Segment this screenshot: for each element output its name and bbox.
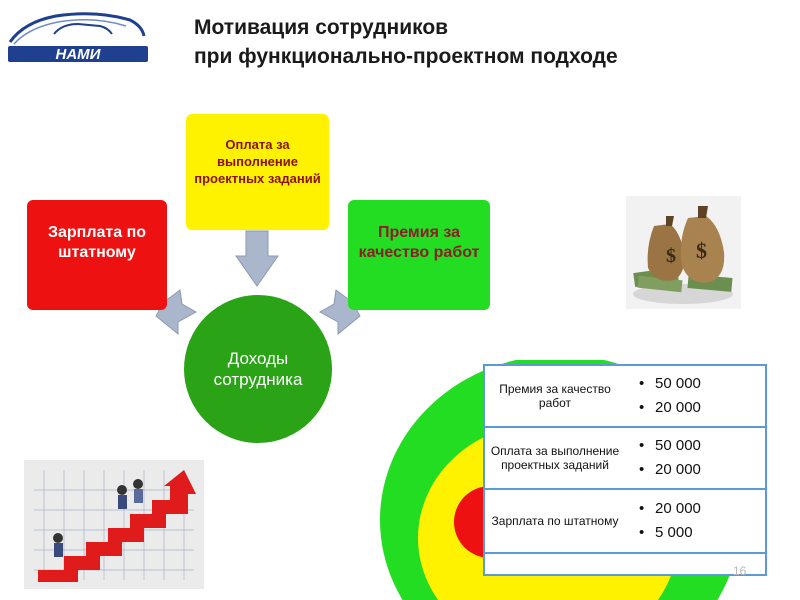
- salary-box: [27, 200, 167, 310]
- value-item: • 20 000: [639, 458, 765, 482]
- employee-income-label: Доходы сотрудника: [213, 349, 303, 389]
- quality-bonus-label: Премия за качество работ: [358, 224, 480, 261]
- arrow-down: [236, 231, 278, 286]
- row-values: [625, 428, 765, 488]
- table-row: [485, 488, 765, 552]
- value-item: • 50 000: [639, 372, 765, 396]
- project-payment-box: [186, 114, 329, 230]
- table-row-empty: [485, 552, 765, 576]
- career-stairs-image: [24, 460, 204, 589]
- income-table: [483, 364, 767, 576]
- project-payment-label: Оплата за выполнение проектных заданий: [194, 136, 321, 186]
- value-item: • 20 000: [639, 396, 765, 420]
- table-row: [485, 426, 765, 488]
- value-item: • 50 000: [639, 434, 765, 458]
- table-row: [485, 364, 765, 426]
- title-line-1: Мотивация сотрудников: [194, 16, 449, 39]
- nami-logo: [4, 4, 152, 66]
- quality-bonus-box: [348, 200, 490, 310]
- row-label: Оплата за выполнение проектных заданий: [490, 444, 620, 472]
- row-values: [625, 366, 765, 426]
- svg-text:$: $: [666, 245, 676, 267]
- row-label: Премия за качество работ: [499, 382, 611, 410]
- title-line-2: при функционально-проектном подходе: [194, 45, 618, 68]
- value-item: • 20 000: [639, 497, 765, 521]
- employee-income-circle: [184, 295, 332, 443]
- slide-number: 16: [733, 564, 747, 578]
- svg-text:НАМИ: НАМИ: [55, 46, 101, 63]
- svg-text:$: $: [696, 238, 707, 263]
- row-values: [625, 490, 765, 552]
- row-label: Зарплата по штатному: [491, 514, 619, 528]
- money-bags-image: [626, 196, 741, 309]
- salary-label: Зарплата по штатному: [47, 224, 147, 261]
- slide-title: [194, 13, 618, 71]
- value-item: • 5 000: [639, 521, 765, 545]
